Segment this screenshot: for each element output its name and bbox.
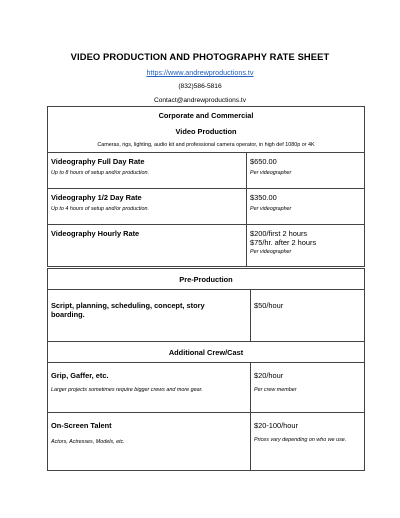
grip-price-cell	[251, 363, 365, 413]
hourly-cell	[48, 225, 247, 267]
full-day-price-cell	[247, 153, 365, 189]
grip-cell	[48, 363, 251, 413]
hourly-price-after: $75/hr. after 2 hours	[250, 238, 317, 248]
grip-note: Larger projects sometimes require bigger crews and more gear.	[51, 387, 203, 393]
hourly-name: Videography Hourly Rate	[51, 229, 140, 238]
full-day-price-note: Per videographer	[250, 170, 292, 176]
preproduction-crew-table	[47, 268, 365, 471]
half-day-cell	[48, 189, 247, 225]
preproduction-heading: Pre-Production	[48, 269, 365, 290]
talent-name: On-Screen Talent	[51, 421, 112, 430]
half-day-name: Videography 1/2 Day Rate	[51, 193, 142, 202]
corporate-description: Cameras, rigs, lighting, audio kit and professional camera operator, in high def 1080p or 4K	[97, 142, 315, 148]
corporate-heading: Corporate and Commercial	[158, 111, 254, 120]
grip-name: Grip, Gaffer, etc.	[51, 371, 109, 380]
talent-price: $20-100/hour	[254, 421, 298, 430]
email-address: Contact@andrewproductions.tv	[153, 97, 247, 104]
half-day-price: $350.00	[250, 193, 277, 202]
preproduction-item-line1: Script, planning, scheduling, concept, story	[51, 301, 205, 310]
website-link[interactable]: https://www.andrewproductions.tv	[146, 68, 254, 77]
hourly-price-first: $200/first 2 hours	[250, 229, 308, 238]
full-day-price: $650.00	[250, 157, 277, 166]
full-day-cell	[48, 153, 247, 189]
talent-note: Actors, Actresses, Models, etc.	[51, 439, 125, 445]
video-production-heading: Video Production	[175, 127, 237, 136]
full-day-name: Videography Full Day Rate	[51, 157, 145, 166]
phone-number: (832)586-5816	[178, 83, 222, 90]
half-day-note: Up to 4 hours of setup and/or production.	[51, 206, 149, 212]
preproduction-item-line2: boarding.	[51, 310, 85, 320]
full-day-note: Up to 8 hours of setup and/or production.	[51, 170, 149, 176]
preproduction-price: $50/hour	[254, 301, 284, 310]
half-day-price-cell	[247, 189, 365, 225]
hourly-price-note: Per videographer	[250, 248, 292, 255]
talent-price-cell	[251, 413, 365, 471]
preproduction-item-cell	[48, 290, 251, 342]
half-day-price-note: Per videographer	[250, 206, 292, 212]
talent-price-note: Prices vary depending on who we use.	[254, 437, 347, 443]
talent-cell	[48, 413, 251, 471]
crew-heading: Additional Crew/Cast	[48, 342, 365, 363]
corporate-header-cell	[48, 107, 365, 153]
corporate-rates-table	[47, 106, 365, 267]
grip-price-note: Per crew member	[254, 387, 297, 393]
preproduction-price-cell	[251, 290, 365, 342]
hourly-price-cell	[247, 225, 365, 267]
page-title: VIDEO PRODUCTION AND PHOTOGRAPHY RATE SHEET	[70, 51, 330, 62]
grip-price: $20/hour	[254, 371, 284, 380]
